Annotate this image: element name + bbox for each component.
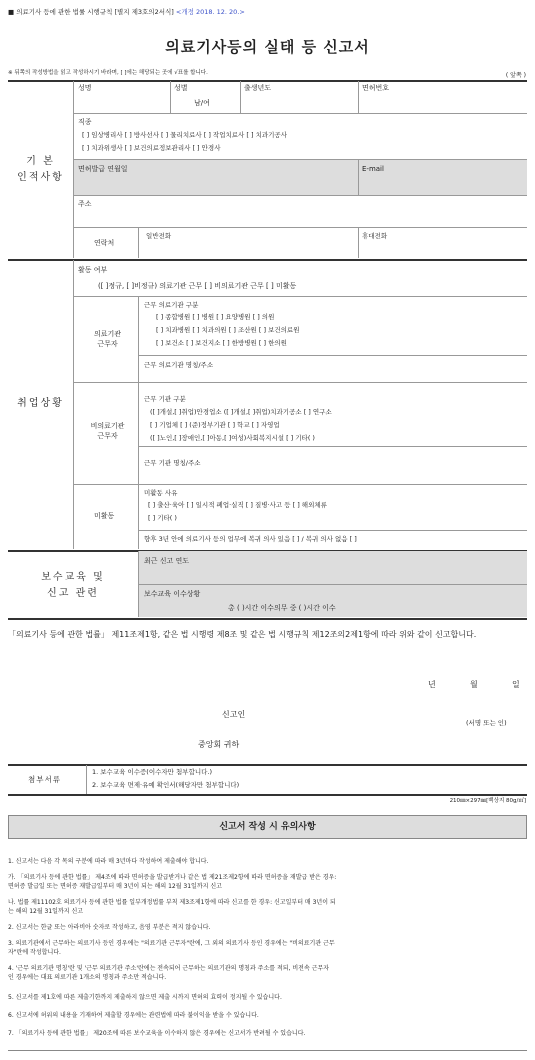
job-options-row1[interactable]: [ ] 임상병리사 [ ] 방사선사 [ ] 물리치료사 [ ] 작업치료사 [ ] 치과기공사 bbox=[82, 131, 287, 139]
education-status-label: 보수교육 이수상황 bbox=[144, 590, 201, 598]
name-label: 성명 bbox=[78, 84, 92, 92]
nonmedical-worker-line1: 비의료기관 bbox=[90, 422, 125, 430]
row-border bbox=[73, 484, 527, 485]
nonmedical-type-label: 근무 기관 구분 bbox=[144, 395, 186, 403]
education-section-line2: 신고 관련 bbox=[47, 588, 99, 599]
employment-section-title: 취업상황 bbox=[17, 398, 64, 409]
row-border bbox=[138, 355, 527, 356]
basic-section-line1: 기 본 bbox=[26, 156, 55, 167]
row-border bbox=[73, 382, 527, 383]
divider bbox=[358, 81, 359, 113]
basic-section-title bbox=[8, 154, 73, 186]
row-border bbox=[73, 113, 527, 114]
recipient-label: 중앙회 귀하 bbox=[198, 740, 240, 749]
side-label: ( 앞쪽 ) bbox=[505, 72, 526, 79]
nonmedical-worker-line2: 근무자 bbox=[97, 432, 118, 440]
gender-options: 남/여 bbox=[194, 99, 210, 107]
instruction-item-4-cont: 인 경우에는 대표 의료기관 1개소의 명칭과 주소만 적습니다. bbox=[8, 974, 167, 981]
row-border bbox=[73, 296, 527, 297]
date-month: 월 bbox=[470, 680, 478, 689]
education-hours: 총 ( )시간 이수의무 중 ( )시간 이수 bbox=[228, 604, 336, 612]
nonmedical-options-row3[interactable]: ([ ]노인,[ ]장애인,[ ]아동,[ ]여성)사회복지시설 [ ] 기타( ) bbox=[150, 434, 315, 442]
license-number-label: 면허번호 bbox=[362, 84, 390, 92]
table-top-border bbox=[8, 80, 527, 82]
instruction-note: ※ 뒤쪽의 작성방법을 읽고 작성하시기 바라며, [ ]에는 해당되는 곳에 √표를 합니다. bbox=[8, 70, 208, 76]
nonmedical-worker-label bbox=[80, 421, 135, 441]
inactive-reason-label: 미활동 사유 bbox=[144, 489, 178, 497]
medical-worker-line2: 근무자 bbox=[97, 340, 118, 348]
section-border bbox=[8, 259, 527, 261]
declaration-text: 「의료기사 등에 관한 법률」 제11조제1항, 같은 법 시행령 제8조 및 같은 법 시행규칙 제12조의2제1항에 따라 위와 같이 신고합니다. bbox=[8, 630, 477, 639]
divider bbox=[358, 159, 359, 195]
row-border bbox=[73, 195, 527, 196]
gender-label: 성별 bbox=[174, 84, 188, 92]
address-label: 주소 bbox=[78, 200, 92, 208]
shaded-field bbox=[139, 551, 527, 584]
attachment-item-2: 2. 보수교육 면제·유예 확인서(해당자만 첨부합니다) bbox=[92, 781, 240, 789]
row-border bbox=[73, 227, 527, 228]
row-border bbox=[138, 584, 527, 585]
shaded-field bbox=[74, 159, 527, 195]
date-year: 년 bbox=[428, 680, 436, 689]
return-intent-options[interactable]: 향후 3년 안에 의료기사 등의 업무에 복귀 의사 있음 [ ] / 복귀 의사 없음 [ ] bbox=[144, 535, 357, 543]
reporter-label: 신고인 bbox=[222, 710, 246, 719]
divider bbox=[240, 81, 241, 113]
contact-label: 연락처 bbox=[94, 239, 115, 247]
inactive-options-row1[interactable]: [ ] 출산·육아 [ ] 일시적 폐업·실직 [ ] 질병·사고 등 [ ] 해외체류 bbox=[148, 501, 327, 509]
divider bbox=[358, 227, 359, 258]
medical-worker-line1: 의료기관 bbox=[93, 330, 122, 338]
divider bbox=[170, 81, 171, 113]
job-options-row2[interactable]: [ ] 치과위생사 [ ] 보건의료정보관리사 [ ] 안경사 bbox=[82, 144, 221, 152]
birth-year-label: 출생년도 bbox=[244, 84, 272, 92]
signature-label: (서명 또는 인) bbox=[466, 719, 507, 727]
employment-section-divider bbox=[73, 260, 74, 549]
nonmedical-options-row2[interactable]: [ ] 기업체 [ ] (준)정부기관 [ ] 학교 [ ] 자영업 bbox=[150, 421, 280, 429]
attachments-divider bbox=[86, 765, 87, 794]
instruction-item-7: 7. 「의료기사 등에 관한 법률」 제20조에 따른 보수교육을 이수하지 않은 경우에는 신고서가 반려될 수 있습니다. bbox=[8, 1030, 306, 1037]
instruction-item-1b-cont: 는 해의 12월 31일까지 신고 bbox=[8, 908, 84, 915]
revision-date: <개정 2018. 12. 20.> bbox=[175, 8, 245, 16]
instruction-item-1a-cont: 면허증 발급일 또는 면허증 재발급일부터 매 3년이 되는 해의 12월 31일까지 신고 bbox=[8, 883, 222, 890]
mobile-label: 휴대전화 bbox=[362, 232, 388, 240]
medical-options-row1[interactable]: [ ] 종합병원 [ ] 병원 [ ] 요양병원 [ ] 의원 bbox=[156, 313, 275, 321]
medical-name-label: 근무 의료기관 명칭/주소 bbox=[144, 361, 214, 369]
paper-size: 210㎜×297㎜[백상지 80g/㎡] bbox=[449, 798, 526, 804]
email-label: E-mail bbox=[362, 165, 384, 173]
instruction-item-2: 2. 신고서는 한글 또는 아라비아 숫자로 작성하고, 음영 부분은 적지 않습니다. bbox=[8, 924, 211, 931]
form-law-reference bbox=[8, 7, 245, 16]
medical-options-row3[interactable]: [ ] 보건소 [ ] 보건지소 [ ] 한방병원 [ ] 한의원 bbox=[156, 339, 287, 347]
date-day: 일 bbox=[512, 680, 520, 689]
job-kind-label: 직종 bbox=[78, 118, 92, 126]
education-section-line1: 보수교육 및 bbox=[41, 572, 105, 583]
law-reference-text: ■ 의료기사 등에 관한 법률 시행규칙 [별지 제3호의2서식] bbox=[8, 8, 174, 16]
instruction-item-4: 4. '근무 의료기관 명칭'란 및 '근무 의료기관 주소'란에는 전속되어 근무하는 의료기관의 명칭과 주소를 적되, 비전속 근무자 bbox=[8, 965, 330, 972]
instruction-item-1b: 나. 법률 제11102호 의료기사 등에 관한 법률 일부개정법률 부칙 제3조제1항에 따라 신고를 한 경우: 신고일부터 매 3년이 되 bbox=[8, 899, 336, 906]
divider bbox=[138, 296, 139, 549]
inactive-options-row2[interactable]: [ ] 기타( ) bbox=[148, 514, 177, 522]
section-border bbox=[8, 618, 527, 620]
phone-label: 일반전화 bbox=[146, 232, 172, 240]
row-border bbox=[138, 446, 527, 447]
activity-options[interactable]: ([ ]정규, [ ]비정규) 의료기관 근무 [ ] 비의료기관 근무 [ ] 미활동 bbox=[98, 282, 297, 290]
instruction-item-3-cont: 자"란에 작성합니다. bbox=[8, 949, 61, 956]
row-border bbox=[138, 530, 527, 531]
divider bbox=[138, 227, 139, 258]
basic-section-line2: 인적사항 bbox=[17, 172, 64, 183]
nonmedical-name-label: 근무 기관 명칭/주소 bbox=[144, 459, 201, 467]
page-bottom-border bbox=[8, 1050, 527, 1051]
instruction-item-1: 1. 신고서는 다음 각 목의 구분에 따라 매 3년마다 작성하여 제출해야 합니다. bbox=[8, 858, 209, 865]
inactive-label: 미활동 bbox=[94, 512, 115, 520]
recent-report-year-label: 최근 신고 연도 bbox=[144, 557, 190, 565]
instructions-title: 신고서 작성 시 유의사항 bbox=[8, 815, 527, 839]
attachments-label: 첨부서류 bbox=[28, 775, 61, 784]
instruction-item-3: 3. 의료기관에서 근무하는 의료기사 등인 경우에는 "의료기관 근무자"란에, 그 외의 의료기사 등인 경우에는 "비의료기관 근무 bbox=[8, 940, 335, 947]
instruction-item-1a: 가. 「의료기사 등에 관한 법률」 제4조에 따라 면허증을 발급받거나 같은 법 제21조제2항에 따라 면허증을 재발급 받은 경우: bbox=[8, 874, 337, 881]
medical-options-row2[interactable]: [ ] 치과병원 [ ] 치과의원 [ ] 조산원 [ ] 보건의료원 bbox=[156, 326, 300, 334]
instruction-item-5: 5. 신고서를 제1호에 따른 제출기한까지 제출하지 않으면 제출 시까지 면허의 효력이 정지될 수 있습니다. bbox=[8, 994, 282, 1001]
education-section-title bbox=[8, 570, 138, 602]
activity-label: 활동 여부 bbox=[78, 266, 108, 274]
form-title: 의료기사등의 실태 등 신고서 bbox=[165, 38, 370, 56]
license-issue-date-label: 면허발급 연월일 bbox=[78, 165, 128, 173]
row-border bbox=[73, 159, 527, 160]
nonmedical-options-row1[interactable]: ([ ]개설,[ ]취업)안경업소 ([ ]개설,[ ]취업)치과기공소 [ ] 연구소 bbox=[150, 408, 332, 416]
medical-worker-label bbox=[80, 329, 135, 349]
instruction-item-6: 6. 신고서에 허위의 내용을 기재하여 제출할 경우에는 관련법에 따라 불이익을 받을 수 있습니다. bbox=[8, 1012, 259, 1019]
attachment-item-1: 1. 보수교육 이수증(이수자만 첨부합니다.) bbox=[92, 768, 213, 776]
medical-type-label: 근무 의료기관 구분 bbox=[144, 301, 199, 309]
